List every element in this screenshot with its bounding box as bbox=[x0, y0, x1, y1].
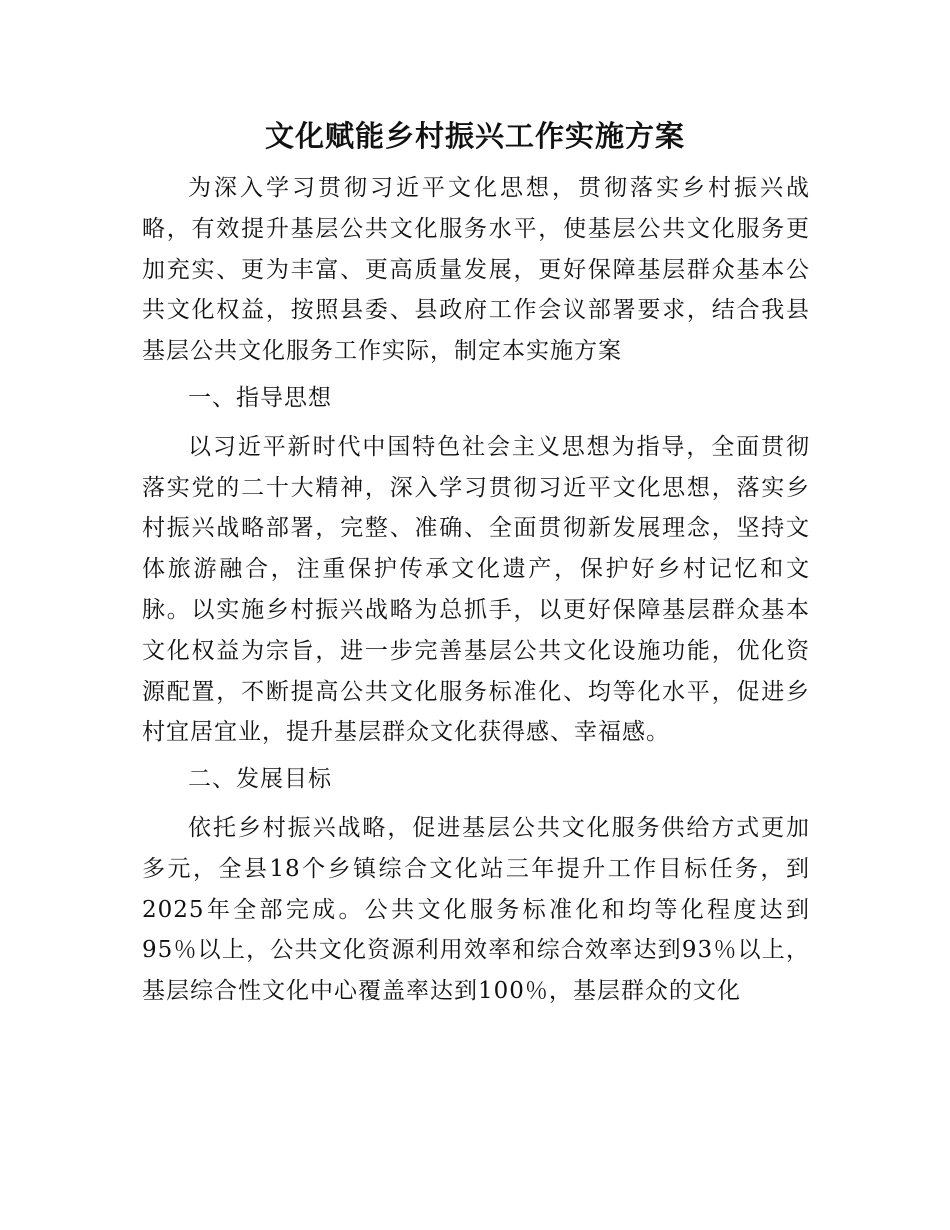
intro-paragraph: 为深入学习贯彻习近平文化思想，贯彻落实乡村振兴战略，有效提升基层公共文化服务水平，使基层公共文化服务更加充实、更为丰富、更高质量发展，更好保障基层群众基本公共文化权益，按照县委、县政府工作会议部署要求，结合我县基层公共文化服务工作实际，制定本实施方案 bbox=[142, 175, 810, 365]
section-heading-development-goals: 二、发展目标 bbox=[188, 766, 332, 793]
section-paragraph-development-goals: 依托乡村振兴战略，促进基层公共文化服务供给方式更加多元，全县18个乡镇综合文化站三年提升工作目标任务，到2025年全部完成。公共文化服务标准化和均等化程度达到95％以上，公共文化资源利用效率和综合效率达到93％以上，基层综合性文化中心覆盖率达到100％，基层群众的文化 bbox=[142, 814, 810, 1005]
document-title: 文化赋能乡村振兴工作实施方案 bbox=[264, 119, 685, 153]
spacer bbox=[142, 800, 810, 808]
spacer bbox=[142, 419, 810, 427]
section-heading-guiding-ideology: 一、指导思想 bbox=[188, 384, 332, 411]
document-body bbox=[142, 168, 810, 1012]
section-paragraph-guiding-ideology: 以习近平新时代中国特色社会主义思想为指导，全面贯彻落实党的二十大精神，深入学习贯彻习近平文化思想，落实乡村振兴战略部署，完整、准确、全面贯彻新发展理念，坚持文体旅游融合，注重保护传承文化遗产，保护好乡村记忆和文脉。以实施乡村振兴战略为总抓手，以更好保障基层群众基本文化权益为宗旨，进一步完善基层公共文化设施功能，优化资源配置，不断提高公共文化服务标准化、均等化水平，促进乡村宜居宜业，提升基层群众文化获得感、幸福感。 bbox=[142, 433, 810, 746]
